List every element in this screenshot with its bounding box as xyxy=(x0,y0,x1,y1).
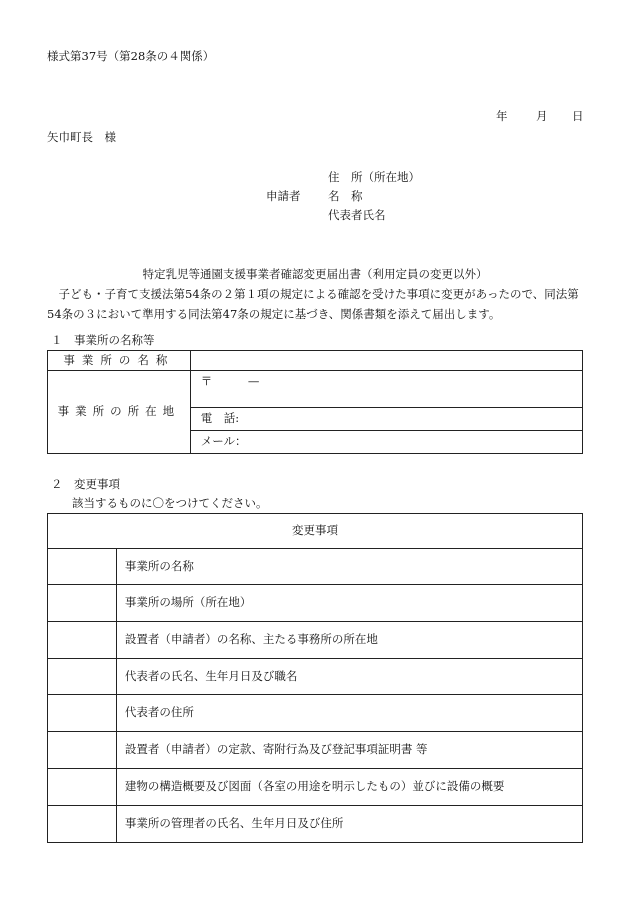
change-table-header: 変更事項 xyxy=(48,514,583,549)
change-item-row xyxy=(48,585,583,622)
change-item-mark-cell[interactable] xyxy=(48,622,117,659)
facility-name-row xyxy=(48,351,583,371)
change-item-label: 代表者の住所 xyxy=(116,695,582,732)
body-paragraph: 子ども・子育て支援法第54条の２第１項の規定による確認を受けた事項に変更があったので、同法第54条の３において準用する同法第47条の規定に基づき、関係書類を添えて届出します。 xyxy=(47,287,579,321)
facility-postal-row xyxy=(48,371,583,408)
facility-name-label-cell xyxy=(48,351,191,371)
change-item-mark-cell[interactable] xyxy=(48,585,117,622)
change-item-row xyxy=(48,732,583,769)
applicant-label: 申請者 xyxy=(266,189,301,203)
date-day-label: 日 xyxy=(572,109,584,123)
change-item-row xyxy=(48,695,583,732)
change-table-header-row xyxy=(48,514,583,549)
applicant-representative-label: 代表者氏名 xyxy=(328,208,386,222)
email-label: メール： xyxy=(200,434,247,449)
change-item-label: 事業所の管理者の氏名、生年月日及び住所 xyxy=(116,806,582,843)
postal-code-cell[interactable] xyxy=(190,371,582,408)
change-item-mark-cell[interactable] xyxy=(48,732,117,769)
change-item-label: 事業所の名称 xyxy=(116,549,582,585)
change-items-table xyxy=(47,513,583,843)
section1-heading: １ 事業所の名称等 xyxy=(51,333,155,347)
change-item-mark-cell[interactable] xyxy=(48,769,117,806)
addressee: 矢巾町長 様 xyxy=(47,130,116,144)
change-item-mark-cell[interactable] xyxy=(48,549,117,585)
change-item-mark-cell[interactable] xyxy=(48,806,117,843)
change-item-row xyxy=(48,806,583,843)
postal-dash: — xyxy=(247,374,260,388)
facility-name-value-cell[interactable] xyxy=(190,351,582,371)
facility-info-table xyxy=(47,350,583,454)
section2-heading: ２ 変更事項 xyxy=(51,477,120,491)
change-item-mark-cell[interactable] xyxy=(48,695,117,732)
change-item-label: 事業所の場所（所在地） xyxy=(116,585,582,622)
email-cell[interactable] xyxy=(190,431,582,454)
change-item-row xyxy=(48,622,583,659)
applicant-address-label: 住 所（所在地） xyxy=(328,170,420,184)
change-item-label: 設置者（申請者）の名称、主たる事務所の所在地 xyxy=(116,622,582,659)
document-title: 特定乳児等通園支援事業者確認変更届出書（利用定員の変更以外） xyxy=(142,267,488,281)
phone-label: 電 話: xyxy=(200,411,240,426)
date-month-label: 月 xyxy=(536,109,548,123)
facility-location-label-cell xyxy=(48,371,191,454)
facility-location-label: 事業所の所在地 xyxy=(57,404,181,419)
facility-name-label: 事業所の名称 xyxy=(63,352,175,367)
applicant-name-label: 名 称 xyxy=(328,189,363,203)
change-item-label: 建物の構造概要及び図面（各室の用途を明示したもの）並びに設備の概要 xyxy=(116,769,582,806)
change-item-label: 設置者（申請者）の定款、寄附行為及び登記事項証明書 等 xyxy=(116,732,582,769)
change-item-row xyxy=(48,659,583,695)
change-item-mark-cell[interactable] xyxy=(48,659,117,695)
change-item-label: 代表者の氏名、生年月日及び職名 xyxy=(116,659,582,695)
change-item-row xyxy=(48,769,583,806)
postal-mark-icon: 〒 xyxy=(200,374,213,388)
section2-instruction: 該当するものに〇をつけてください。 xyxy=(72,496,268,510)
form-number: 様式第37号（第28条の４関係） xyxy=(47,49,215,63)
phone-cell[interactable] xyxy=(190,408,582,431)
change-item-row xyxy=(48,549,583,585)
date-year-label: 年 xyxy=(496,109,508,123)
